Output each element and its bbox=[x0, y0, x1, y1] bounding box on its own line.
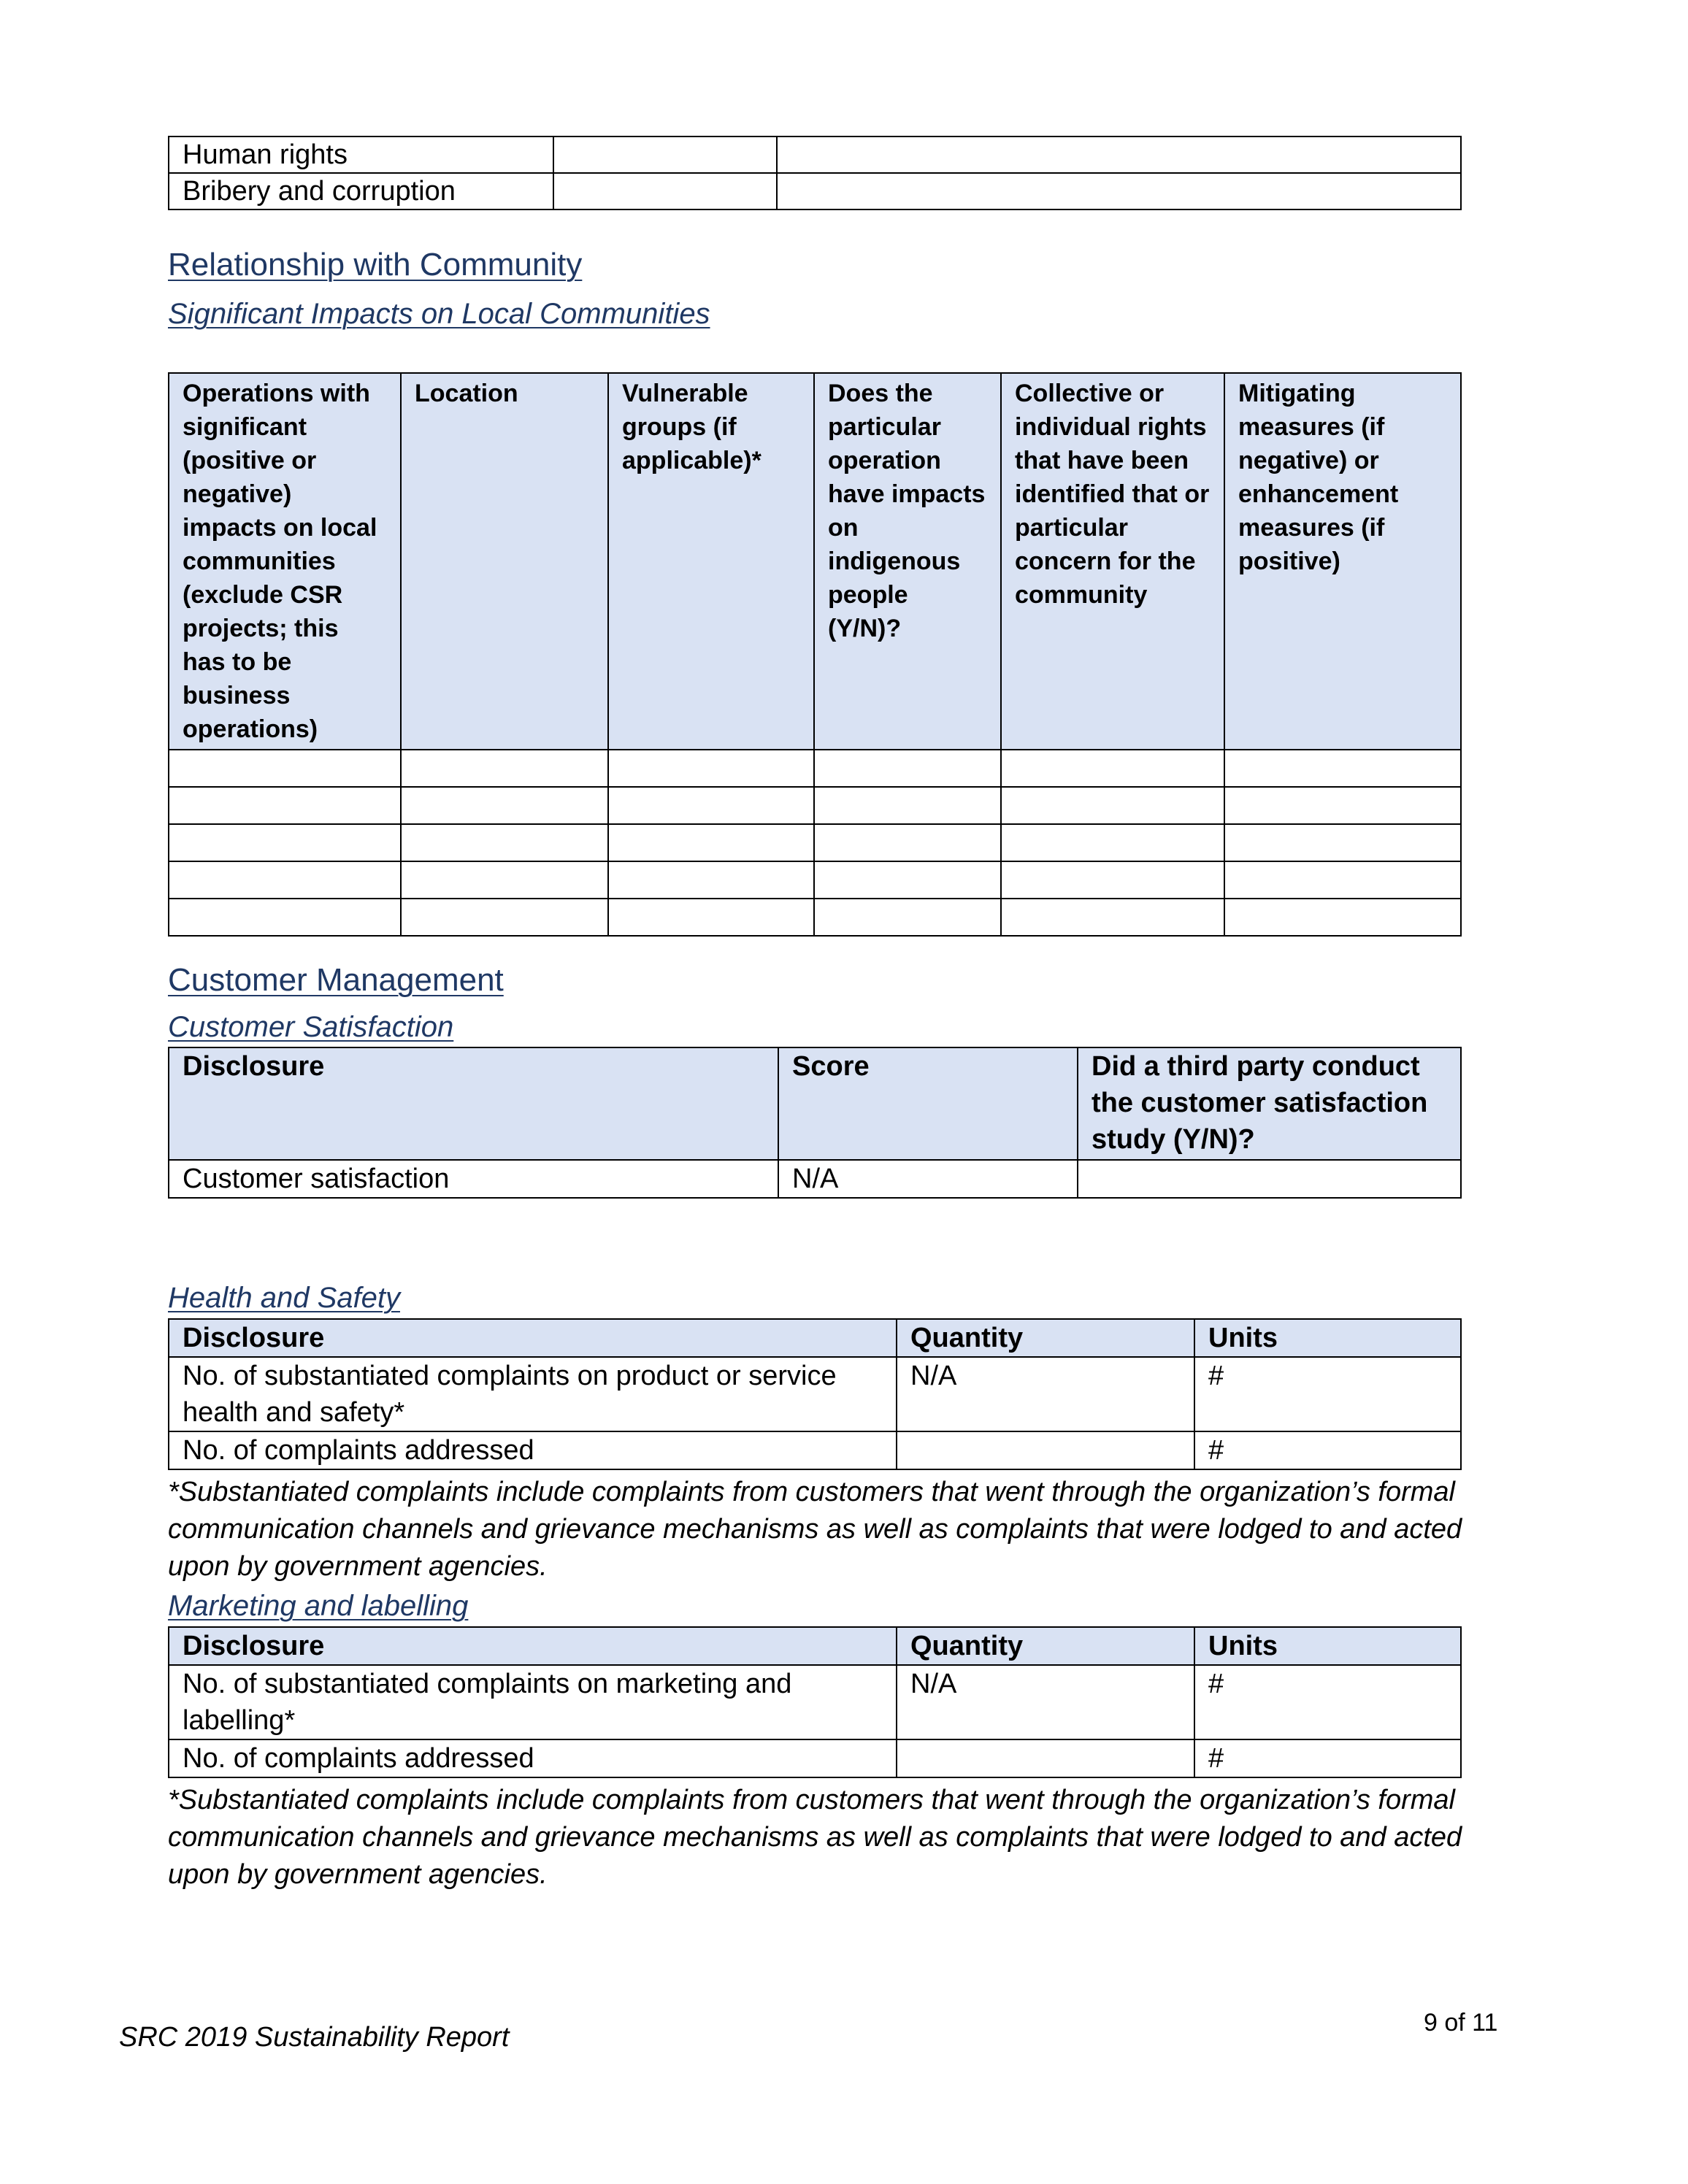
table-cell: N/A bbox=[778, 1160, 1078, 1198]
table-cell bbox=[169, 787, 401, 824]
subheading-marketing-labelling: Marketing and labelling bbox=[168, 1590, 469, 1622]
table-row bbox=[169, 824, 1461, 861]
table-cell bbox=[777, 136, 1461, 173]
column-header: Disclosure bbox=[169, 1319, 897, 1357]
subheading-local-communities: Significant Impacts on Local Communities bbox=[168, 298, 710, 330]
column-header: Quantity bbox=[897, 1319, 1194, 1357]
column-header: Score bbox=[778, 1047, 1078, 1160]
customer-satisfaction-table bbox=[168, 1047, 1462, 1199]
community-impacts-table bbox=[168, 372, 1462, 937]
table-cell bbox=[401, 787, 608, 824]
table-cell bbox=[1224, 899, 1461, 936]
table-cell bbox=[401, 899, 608, 936]
table-cell bbox=[608, 899, 814, 936]
table-header-row bbox=[169, 1319, 1461, 1357]
table-cell: No. of substantiated complaints on product or service health and safety* bbox=[169, 1357, 897, 1431]
table-cell bbox=[897, 1431, 1194, 1469]
table-cell bbox=[814, 750, 1001, 787]
table-header-row bbox=[169, 1047, 1461, 1160]
column-header: Did a third party conduct the customer satisfaction study (Y/N)? bbox=[1078, 1047, 1461, 1160]
table-row bbox=[169, 1739, 1461, 1777]
table-cell bbox=[553, 136, 777, 173]
table-cell bbox=[401, 750, 608, 787]
table-cell bbox=[777, 173, 1461, 209]
table-cell: No. of complaints addressed bbox=[169, 1739, 897, 1777]
table-cell: No. of complaints addressed bbox=[169, 1431, 897, 1469]
table-cell bbox=[553, 173, 777, 209]
table-cell bbox=[1001, 824, 1224, 861]
table-row bbox=[169, 173, 1461, 209]
table-row bbox=[169, 750, 1461, 787]
table-row bbox=[169, 861, 1461, 899]
table-cell bbox=[814, 787, 1001, 824]
table-header-row bbox=[169, 1627, 1461, 1665]
table-cell bbox=[1224, 787, 1461, 824]
column-header: Operations with significant (positive or negative) impacts on local communities (exclude CSR projects; this has to be business operations) bbox=[169, 373, 401, 750]
table-cell: # bbox=[1194, 1739, 1461, 1777]
table-cell bbox=[1001, 861, 1224, 899]
footnote-marketing: *Substantiated complaints include complaints from customers that went through the organization’s formal communication channels and grievance mechanisms as well as complaints that were lodged to and acted upon by government agencies. bbox=[168, 1785, 1462, 1890]
table-row bbox=[169, 899, 1461, 936]
page-number: 9 of 11 bbox=[1424, 2009, 1498, 2037]
table-cell bbox=[1001, 899, 1224, 936]
subheading-health-safety: Health and Safety bbox=[168, 1282, 400, 1314]
column-header: Units bbox=[1194, 1319, 1461, 1357]
table-cell bbox=[169, 750, 401, 787]
column-header: Mitigating measures (if negative) or enhancement measures (if positive) bbox=[1224, 373, 1461, 750]
table-cell bbox=[1224, 750, 1461, 787]
table-cell: N/A bbox=[897, 1665, 1194, 1739]
footer-report-title: SRC 2019 Sustainability Report bbox=[119, 2022, 510, 2053]
marketing-labelling-table bbox=[168, 1626, 1462, 1778]
table-cell bbox=[1001, 787, 1224, 824]
table-cell bbox=[169, 899, 401, 936]
table-row bbox=[169, 1160, 1461, 1198]
column-header: Location bbox=[401, 373, 608, 750]
table-cell: Customer satisfaction bbox=[169, 1160, 778, 1198]
column-header: Disclosure bbox=[169, 1627, 897, 1665]
column-header: Disclosure bbox=[169, 1047, 778, 1160]
subheading-customer-satisfaction: Customer Satisfaction bbox=[168, 1011, 454, 1043]
section-heading-customer: Customer Management bbox=[168, 962, 504, 998]
table-cell bbox=[1001, 750, 1224, 787]
table-cell: N/A bbox=[897, 1357, 1194, 1431]
table-cell bbox=[1224, 824, 1461, 861]
table-cell bbox=[608, 787, 814, 824]
table-row bbox=[169, 787, 1461, 824]
table-header-row bbox=[169, 373, 1461, 750]
table-cell bbox=[169, 861, 401, 899]
column-header: Vulnerable groups (if applicable)* bbox=[608, 373, 814, 750]
table-cell bbox=[1078, 1160, 1461, 1198]
table-cell bbox=[608, 750, 814, 787]
table-cell bbox=[401, 824, 608, 861]
table-cell bbox=[608, 824, 814, 861]
column-header: Collective or individual rights that have been identified that or particular concern for the community bbox=[1001, 373, 1224, 750]
table-cell bbox=[814, 899, 1001, 936]
table-cell bbox=[814, 861, 1001, 899]
table-row bbox=[169, 136, 1461, 173]
table-cell bbox=[814, 824, 1001, 861]
table-cell: Bribery and corruption bbox=[169, 173, 553, 209]
table-cell bbox=[169, 824, 401, 861]
table-cell: Human rights bbox=[169, 136, 553, 173]
table-cell: # bbox=[1194, 1431, 1461, 1469]
health-safety-table bbox=[168, 1318, 1462, 1470]
column-header: Units bbox=[1194, 1627, 1461, 1665]
column-header: Quantity bbox=[897, 1627, 1194, 1665]
table-cell: # bbox=[1194, 1357, 1461, 1431]
table-row bbox=[169, 1431, 1461, 1469]
table-row bbox=[169, 1665, 1461, 1739]
section-heading-community: Relationship with Community bbox=[168, 247, 583, 282]
table-cell bbox=[608, 861, 814, 899]
table-cell bbox=[897, 1739, 1194, 1777]
table-cell bbox=[401, 861, 608, 899]
table-cell: # bbox=[1194, 1665, 1461, 1739]
table-cell bbox=[1224, 861, 1461, 899]
topics-table bbox=[168, 136, 1462, 210]
table-cell: No. of substantiated complaints on marketing and labelling* bbox=[169, 1665, 897, 1739]
footnote-health-safety: *Substantiated complaints include complaints from customers that went through the organization’s formal communication channels and grievance mechanisms as well as complaints that were lodged to and acted upon by government agencies. bbox=[168, 1477, 1462, 1582]
column-header: Does the particular operation have impacts on indigenous people (Y/N)? bbox=[814, 373, 1001, 750]
table-row bbox=[169, 1357, 1461, 1431]
